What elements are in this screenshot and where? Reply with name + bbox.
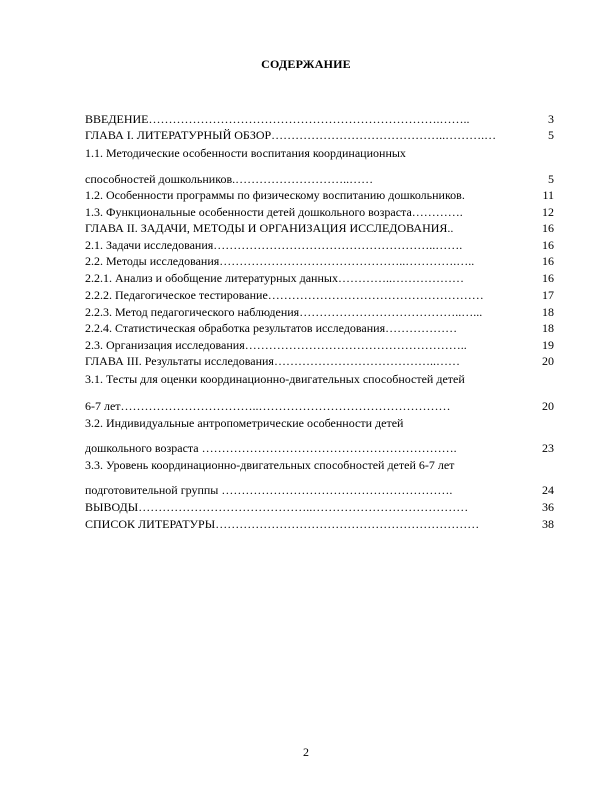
toc-entry — [85, 128, 496, 142]
toc-entry-page-number: 16 — [542, 238, 554, 252]
toc-entry-page-number: 5 — [548, 128, 554, 142]
toc-entry-text: 2.2.2. Педагогическое тестирование……………………………………………… — [85, 288, 484, 302]
toc-entry-page-number: 20 — [542, 399, 554, 413]
toc-entry-page-number: 19 — [542, 338, 554, 352]
toc-entry — [85, 338, 467, 352]
toc-entry — [85, 458, 454, 472]
toc-entry-text: 2.2. Методы исследования………………………………………..………….….. — [85, 254, 475, 268]
toc-entry-page-number: 17 — [542, 288, 554, 302]
toc-entry-text: 2.3. Организация исследования……………………………………………….. — [85, 338, 467, 352]
toc-entry — [85, 188, 465, 202]
toc-entry-page-number: 20 — [542, 354, 554, 368]
toc-entry-text: способностей дошкольников.………………………..…… — [85, 172, 374, 186]
toc-entry-page-number: 23 — [542, 441, 554, 455]
toc-entry-text: СПИСОК ЛИТЕРАТУРЫ………………………………………………………… — [85, 517, 480, 531]
page-number: 2 — [303, 745, 309, 759]
toc-entry-text: 2.2.1. Анализ и обобщение литературных данных…………..……………… — [85, 271, 464, 285]
toc-entry — [85, 321, 457, 335]
toc-entry-text: ВВЕДЕНИЕ……………………………………………………………….…….. — [85, 112, 470, 126]
toc-entry-page-number: 12 — [542, 205, 554, 219]
toc-entry — [85, 354, 460, 368]
toc-entry-page-number: 16 — [542, 221, 554, 235]
toc-entry-text: 2.2.4. Статистическая обработка результатов исследования……………… — [85, 321, 458, 335]
toc-entry-text: 2.1. Задачи исследования………………………………………………..……. — [85, 238, 463, 252]
toc-entry-text: ВЫВОДЫ……………………………………..………………………………… — [85, 500, 469, 514]
toc-entry-text: 3.1. Тесты для оценки координационно-двигательных способностей детей — [85, 372, 465, 386]
toc-entry-text: 3.3. Уровень координационно-двигательных способностей детей 6-7 лет — [85, 458, 455, 472]
toc-entry — [85, 205, 463, 219]
toc-entry-page-number: 5 — [548, 172, 554, 186]
toc-entry — [85, 517, 479, 531]
toc-entry — [85, 372, 465, 386]
toc-entry — [85, 112, 470, 126]
toc-entry — [85, 254, 474, 268]
toc-entry-text: 3.2. Индивидуальные антропометрические особенности детей — [85, 416, 404, 430]
toc-entry — [85, 221, 453, 235]
toc-entry-page-number: 11 — [542, 188, 554, 202]
toc-entry-text: 1.3. Функциональные особенности детей дошкольного возраста…………. — [85, 205, 463, 219]
toc-entry-text: 1.2. Особенности программы по физическому воспитанию дошкольников. — [85, 188, 465, 202]
toc-entry — [85, 288, 484, 302]
toc-entry — [85, 238, 462, 252]
toc-entry-page-number: 3 — [548, 112, 554, 126]
toc-entry-page-number: 38 — [542, 517, 554, 531]
toc-entry — [85, 399, 451, 413]
toc-entry-text: 1.1. Методические особенности воспитания координационных — [85, 146, 406, 160]
toc-entry-text: 6-7 лет……………………………..………………………………………… — [85, 399, 451, 413]
toc-entry-page-number: 18 — [542, 305, 554, 319]
toc-entry-page-number: 24 — [542, 483, 554, 497]
toc-entry — [85, 500, 468, 514]
toc-entry — [85, 305, 482, 319]
toc-entry — [85, 441, 457, 455]
toc-entry — [85, 271, 464, 285]
page-title: СОДЕРЖАНИЕ — [261, 57, 351, 71]
toc-entry — [85, 146, 406, 160]
toc-entry-text: ГЛАВА II. ЗАДАЧИ, МЕТОДЫ И ОРГАНИЗАЦИЯ ИССЛЕДОВАНИЯ.. — [85, 221, 454, 235]
toc-entry-text: дошкольного возраста ………………………………………………………. — [85, 441, 457, 455]
toc-entry-text: ГЛАВА III. Результаты исследования…………………………………..…… — [85, 354, 460, 368]
toc-entry-text: подготовительной группы …………………………………………………. — [85, 483, 453, 497]
toc-entry-page-number: 36 — [542, 500, 554, 514]
toc-entry-page-number: 16 — [542, 271, 554, 285]
toc-entry-page-number: 18 — [542, 321, 554, 335]
toc-entry — [85, 416, 403, 430]
toc-entry — [85, 172, 373, 186]
toc-entry-text: ГЛАВА I. ЛИТЕРАТУРНЫЙ ОБЗОР……………………………………..……….… — [85, 128, 497, 142]
toc-entry-page-number: 16 — [542, 254, 554, 268]
toc-entry — [85, 483, 452, 497]
toc-entry-text: 2.2.3. Метод педагогического наблюдения…………………………………..…... — [85, 305, 483, 319]
